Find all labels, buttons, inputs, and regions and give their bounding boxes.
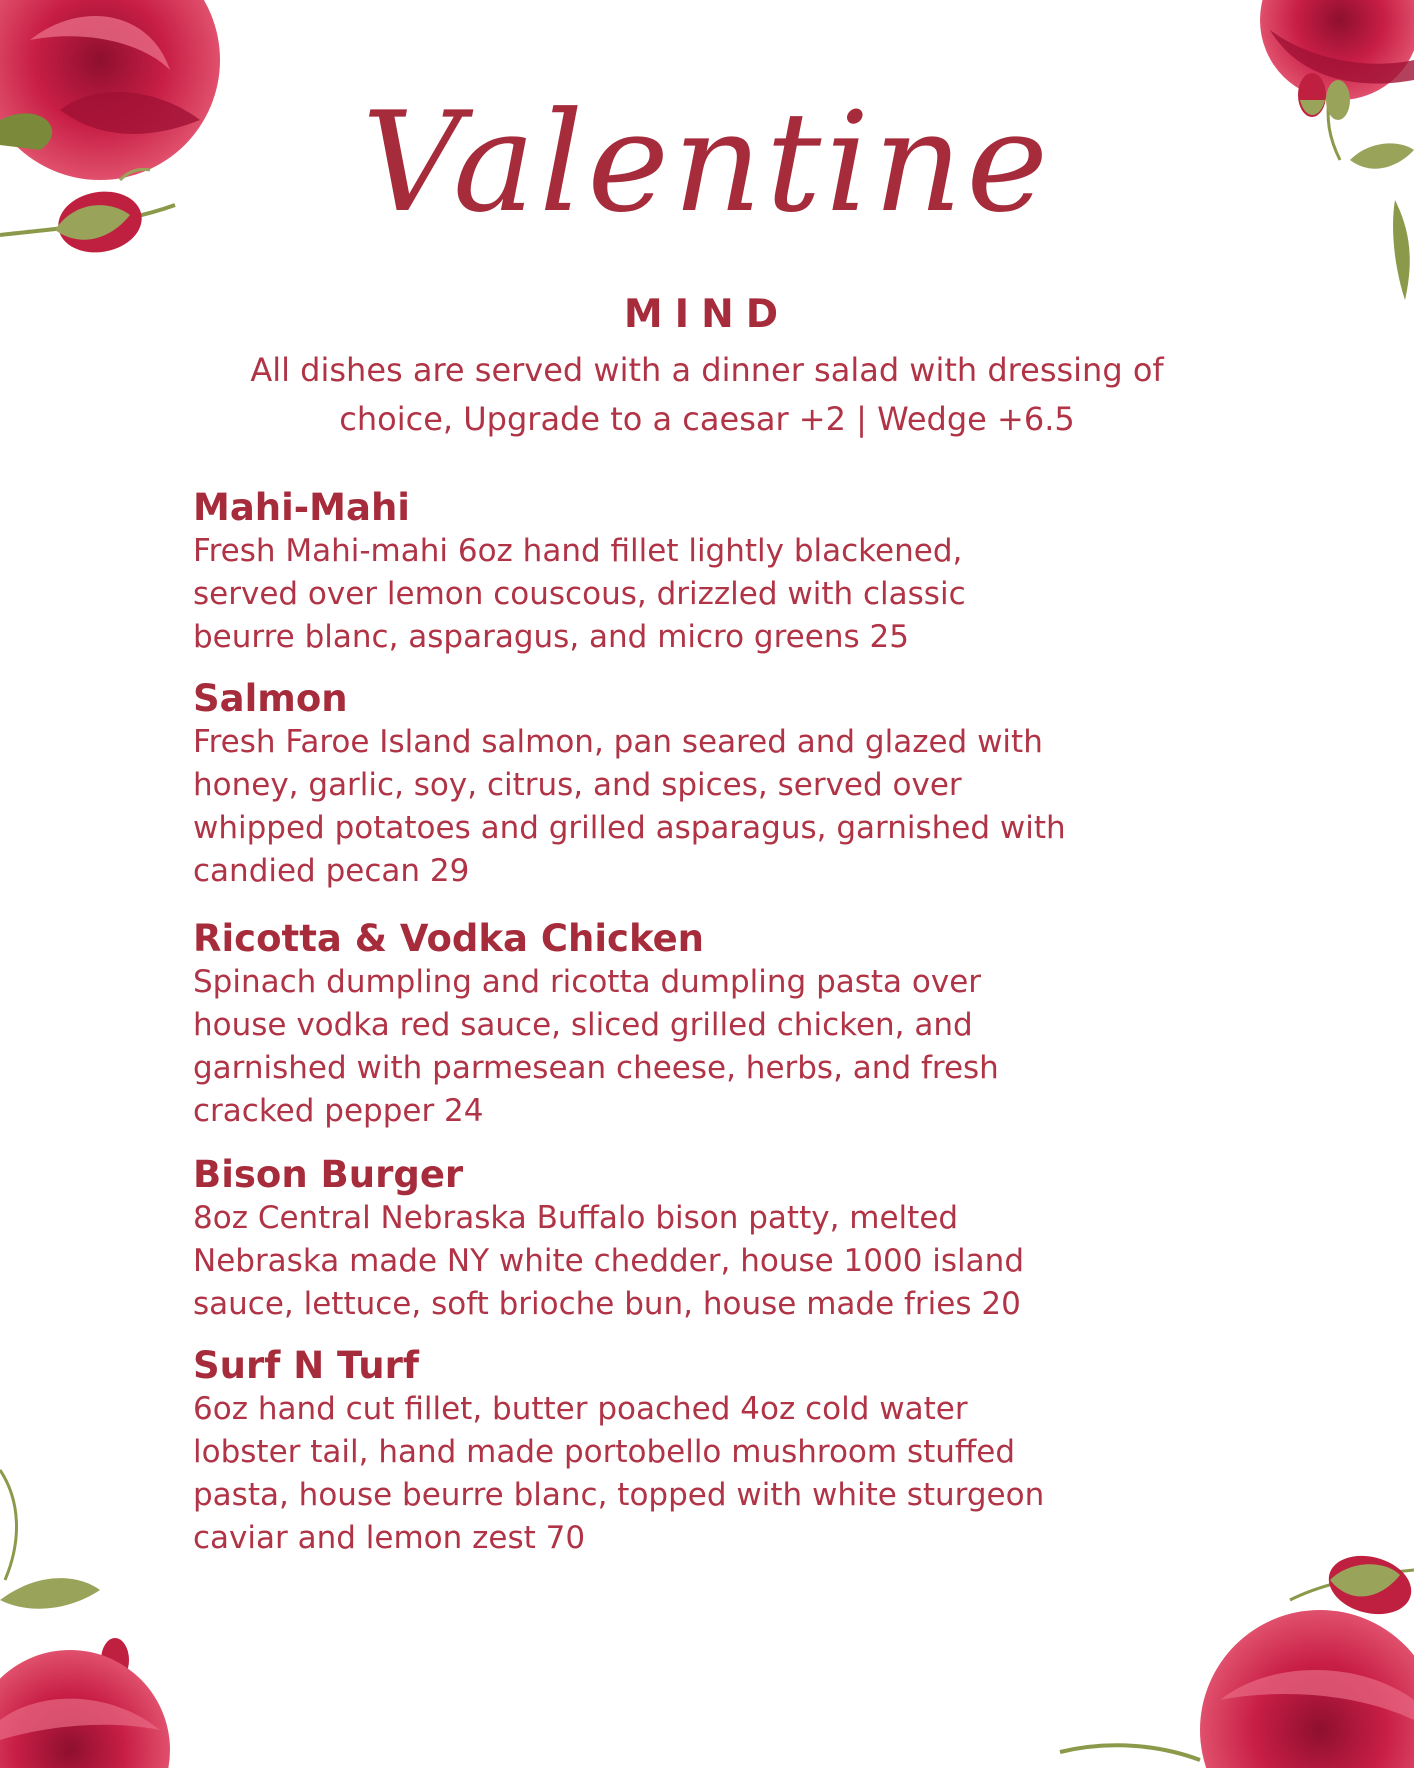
menu-item-description: 8oz Central Nebraska Buffalo bison patty, melted Nebraska made NY white chedder, house 1000 island sauce, lettuce, soft brioche bun, house made fries 20 [193,1200,1024,1322]
menu-item-description: Fresh Faroe Island salmon, pan seared and glazed with honey, garlic, soy, citrus, and spices, served over whipped potatoes and grilled asparagus, garnished with candied pecan 29 [193,724,1066,889]
menu-item-name: Bison Burger [193,1153,464,1196]
rose-flower-icon [0,1650,170,1768]
rose-bud-icon [1290,1547,1414,1623]
menu-item [193,1153,1183,1326]
menu-item [193,486,1183,659]
menu-item-name: Salmon [193,677,348,720]
menu-item-name: Surf N Turf [193,1344,419,1387]
menu-subtitle: MIND [623,292,791,337]
menu-item [193,677,1183,893]
rose-bud-icon [80,1638,130,1688]
menu-item-description: Fresh Mahi-mahi 6oz hand fillet lightly blackened, served over lemon couscous, drizzled with classic beurre blanc, asparagus, and micro greens 25 [193,533,966,655]
leaf-icon [0,1470,100,1609]
menu-item-description: 6oz hand cut fillet, butter poached 4oz cold water lobster tail, hand made portobello mushroom stuffed pasta, house beurre blanc, topped with white sturgeon caviar and lemon zest 70 [193,1391,1045,1556]
menu-item [193,917,1183,1133]
menu-item-name: Ricotta & Vodka Chicken [193,917,705,960]
menu-item [193,1344,1183,1560]
page-title: Valentine [361,82,1053,243]
intro-note: All dishes are served with a dinner salad with dressing of choice, Upgrade to a caesar +2 | Wedge +6.5 [250,351,1164,438]
menu-list [193,486,1183,1560]
menu-item-description: Spinach dumpling and ricotta dumpling pasta over house vodka red sauce, sliced grilled chicken, and garnished with parmesean cheese, herbs, and fresh cracked pepper 24 [193,964,999,1129]
rose-flower-icon [1060,1610,1414,1768]
menu-item-name: Mahi-Mahi [193,486,410,529]
